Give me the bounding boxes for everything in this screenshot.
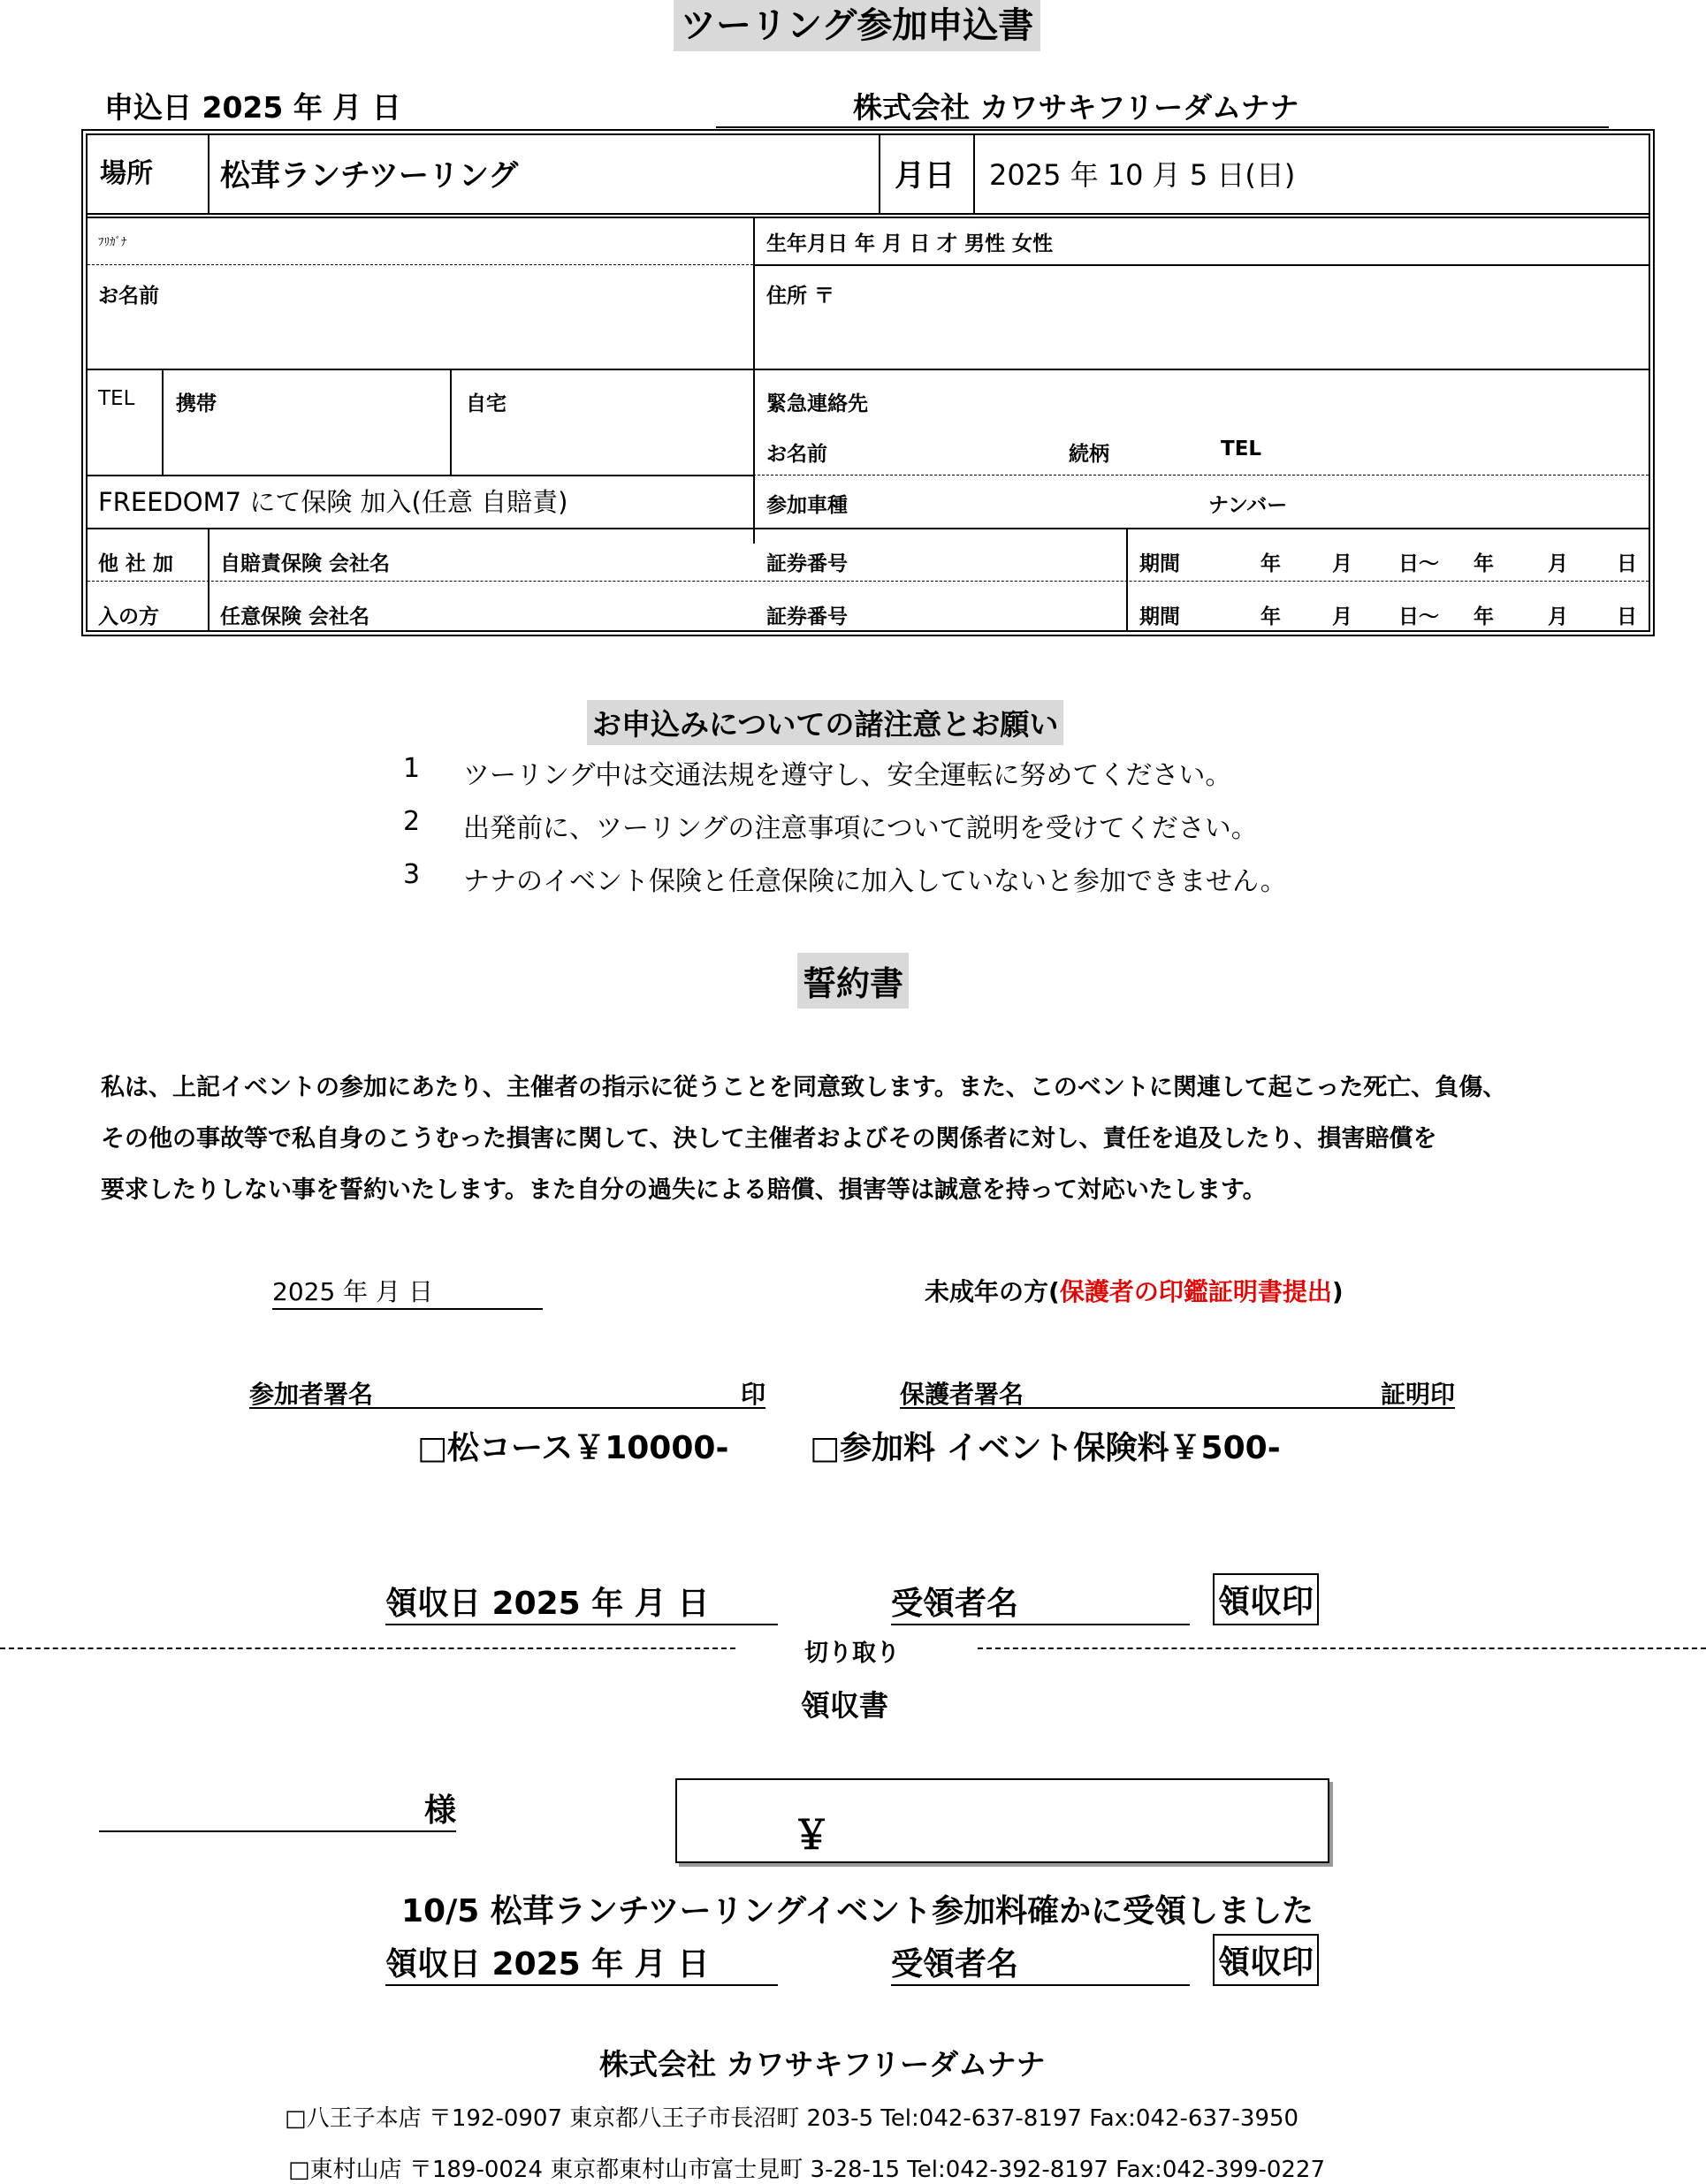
jibaiseki-label: 自賠責保険 会社名: [220, 552, 391, 575]
page-title: ツーリング参加申込書: [674, 0, 1040, 51]
yen-sign: ￥: [792, 1813, 831, 1858]
emergency-name-label: お名前: [766, 443, 827, 466]
furigana-label: ﾌﾘｶﾞﾅ: [98, 236, 127, 249]
receipt-stamp-1: 領収印: [1213, 1573, 1319, 1625]
receiver-name-2: 受領者名: [891, 1939, 1190, 1986]
note-2-number: 2: [403, 806, 421, 837]
participant-signature-label: 参加者署名: [249, 1380, 374, 1409]
cut-line-left: [0, 1648, 735, 1649]
period-month-to-2: 月: [1548, 605, 1568, 628]
policy-number-label-1: 証券番号: [766, 552, 848, 575]
pledge-heading: 誓約書: [797, 953, 909, 1008]
participant-seal-label: 印: [740, 1380, 765, 1409]
pledge-date: 2025 年 月 日: [272, 1273, 543, 1310]
period-day-from-2: 日～: [1398, 605, 1439, 628]
pledge-line-1: 私は、上記イベントの参加にあたり、主催者の指示に従うことを同意致します。また、このベントに関連して起こった死亡、負傷、: [101, 1074, 1507, 1101]
birth-date-field: 生年月日 年 月 日 才 男性 女性: [766, 232, 1054, 255]
store-higashimurayama: □東村山店 〒189-0024 東京都東村山市富士見町 3-28-15 Tel:042-392-8197 Fax:042-399-0227: [288, 2157, 1325, 2183]
footer-company: 株式会社 カワサキフリーダムナナ: [599, 2047, 1046, 2081]
period-day-to-1: 日: [1617, 552, 1637, 575]
date-label: 月日: [895, 158, 955, 194]
emergency-label: 緊急連絡先: [766, 392, 868, 415]
name-label: お名前: [98, 285, 159, 308]
period-year-to-1: 年: [1474, 552, 1494, 575]
minor-note: [925, 1273, 1344, 1308]
apply-date: 申込日 2025 年 月 日: [104, 90, 401, 125]
guardian-signature-label: 保護者署名: [900, 1380, 1024, 1409]
guardian-signature: [900, 1375, 1455, 1409]
period-day-from-1: 日～: [1398, 552, 1439, 575]
note-3-number: 3: [403, 859, 421, 890]
other-company-label-1: 他 社 加: [98, 552, 174, 575]
participant-signature: [249, 1375, 765, 1409]
tel-label: TEL: [98, 387, 135, 410]
minor-note-red: 保護者の印鑑証明書提出: [1059, 1277, 1332, 1306]
receipt-date-2: 領収日 2025 年 月 日: [385, 1939, 778, 1986]
period-day-to-2: 日: [1617, 605, 1637, 628]
cut-line-right: [978, 1648, 1706, 1649]
period-year-2: 年: [1260, 605, 1281, 628]
note-2-text: 出発前に、ツーリングの注意事項について説明を受けてください。: [463, 813, 1258, 844]
minor-note-label: 未成年の方(: [925, 1277, 1060, 1306]
note-1-number: 1: [403, 753, 421, 784]
company-name-header: 株式会社 カワサキフリーダムナナ: [716, 85, 1609, 128]
receipt-confirmation: 10/5 松茸ランチツーリングイベント参加料確かに受領しました: [401, 1893, 1314, 1929]
receipt-date-1: 領収日 2025 年 月 日: [385, 1579, 778, 1625]
receiver-name-1: 受領者名: [891, 1579, 1190, 1625]
cut-label: 切り取り: [804, 1640, 900, 1667]
period-year-1: 年: [1260, 552, 1281, 575]
recipient-name: [99, 1785, 456, 1832]
amount-box: [675, 1778, 1329, 1863]
emergency-tel-label: TEL: [1221, 438, 1262, 460]
nini-label: 任意保険 会社名: [220, 605, 370, 628]
period-month-2: 月: [1332, 605, 1352, 628]
course-option[interactable]: □松コース￥10000-: [417, 1430, 729, 1466]
guardian-cert-seal-label: 証明印: [1380, 1380, 1455, 1409]
receipt-stamp-2: 領収印: [1213, 1934, 1319, 1986]
place-value: 松茸ランチツーリング: [220, 158, 519, 194]
period-label-2: 期間: [1139, 605, 1180, 628]
date-value: 2025 年 10 月 5 日(日): [989, 158, 1296, 192]
address-label: 住所 〒: [766, 285, 835, 308]
note-1-text: ツーリング中は交通法規を遵守し、安全運転に努めてください。: [463, 760, 1232, 791]
notes-heading: お申込みについての諸注意とお願い: [587, 700, 1063, 745]
note-3-text: ナナのイベント保険と任意保険に加入していないと参加できません。: [463, 866, 1287, 897]
mobile-label: 携帯: [176, 392, 217, 415]
period-month-1: 月: [1332, 552, 1352, 575]
minor-note-close: ): [1331, 1277, 1344, 1306]
application-form: [81, 129, 1655, 636]
policy-number-label-2: 証券番号: [766, 605, 848, 628]
pledge-line-3: 要求したりしない事を誓約いたします。また自分の過失による賠償、損害等は誠意を持って対応いたします。: [101, 1176, 1267, 1204]
period-year-to-2: 年: [1474, 605, 1494, 628]
fee-option[interactable]: □参加料 イベント保険料￥500-: [810, 1430, 1281, 1466]
receipt-title: 領収書: [801, 1688, 888, 1723]
pledge-line-2: その他の事故等で私自身のこうむった損害に関して、決して主催者およびその関係者に対し、責任を追及したり、損害賠償を: [101, 1125, 1437, 1153]
vehicle-label: 参加車種: [766, 494, 848, 517]
number-label: ナンバー: [1208, 494, 1288, 517]
home-label: 自宅: [466, 392, 506, 415]
place-label: 場所: [100, 158, 153, 189]
insurance-label: FREEDOM7 にて保険 加入(任意 自賠責): [98, 487, 568, 517]
sama-label: 様: [423, 1792, 456, 1829]
emergency-relation-label: 続柄: [1069, 443, 1109, 466]
period-month-to-1: 月: [1548, 552, 1568, 575]
store-hachioji: □八王子本店 〒192-0907 東京都八王子市長沼町 203-5 Tel:042-637-8197 Fax:042-637-3950: [285, 2105, 1299, 2132]
period-label-1: 期間: [1139, 552, 1180, 575]
other-company-label-2: 入の方: [98, 605, 159, 628]
